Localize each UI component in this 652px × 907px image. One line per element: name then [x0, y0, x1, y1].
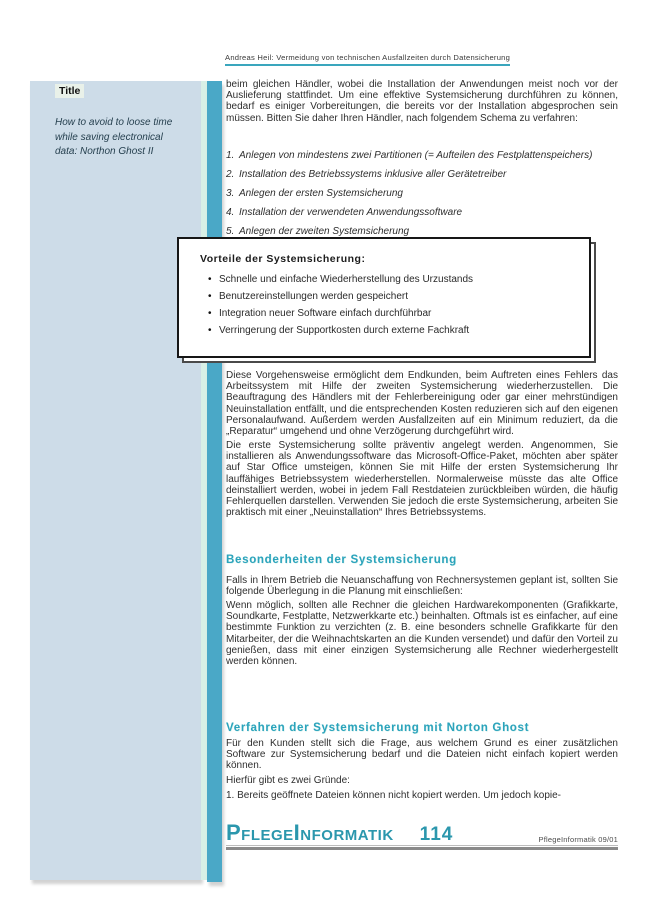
body-paragraph: Die erste Systemsicherung sollte präventiv angelegt werden. Angenommen, Sie installieren als Anwendungssoftware das Microsoft-Office-Paket, möchten aber später auf Star Office umsteigen, können Sie mit Hilfe der ersten Systemsicherung Ihr lauffähiges Betriebssystem wiederherstellen. Normalerweise müsste das alte Office deinstalliert werden, wobei in jedem Fall Restdateien zurückbleiben würden, die häufig Fehlerquellen darstellen. Verwenden Sie jedoch die erste Systemsicherung, arbeiten Sie praktisch mit einer „Neuinstallation“ Ihres Betriebssystems.: [226, 440, 618, 519]
step-item-4: [226, 203, 618, 222]
benefit-text: Benutzereinstellungen werden gespeichert: [219, 291, 409, 302]
body-paragraph: Wenn möglich, sollten alle Rechner die gleichen Hardwarekomponenten (Grafikkarte, Soundkarte, Festplatte, Netzwerkkarte etc.) beinhalten. Oftmals ist es einfacher, auf eine bestimmte Funktion zu verzichten (z. B. eine besonders schnelle Grafikkarte für den Mitarbeiter, der die Weihnachtskarten an die Kunden versendet) und dafür den Vorteil zu genießen, dass mit einer einzigen Systemsicherung alle Rechner wiederhergestellt werden können.: [226, 600, 618, 668]
benefits-box: [177, 237, 591, 358]
body-paragraph: Falls in Ihrem Betrieb die Neuanschaffung von Rechnersystemen geplant ist, sollten Sie folgende Überlegung in die Planung mit einschließen:: [226, 575, 618, 598]
benefit-item-1: [208, 271, 589, 288]
title-line-1: How to avoid to loose time: [55, 117, 173, 128]
step-number: 2.: [226, 169, 235, 180]
step-text: Anlegen von mindestens zwei Partitionen (= Aufteilen des Festplattenspeichers): [239, 150, 593, 161]
intro-paragraph: beim gleichen Händler, wobei die Installation der Anwendungen meist noch vor der Auslieferung stattfindet. Um eine effektive Systemsicherung durchführen zu können, bedarf es einiger Vorbereitungen, die bereits vor der Installation abgesprochen sein müssen. Bitten Sie daher Ihren Händler, nach folgendem Schema zu verfahren:: [226, 79, 618, 124]
step-item-3: [226, 184, 618, 203]
step-number: 3.: [226, 188, 235, 199]
body-paragraph: Hierfür gibt es zwei Gründe:: [226, 775, 350, 786]
steps-list: [226, 146, 618, 241]
sidebar-panel: [30, 81, 201, 880]
journal-logo: PflegeInformatik: [226, 820, 394, 845]
benefit-text: Integration neuer Software einfach durchführbar: [219, 308, 432, 319]
page-number: 114: [419, 824, 454, 845]
step-item-2: [226, 165, 618, 184]
benefit-item-2: [208, 288, 589, 305]
step-number: 1.: [226, 150, 235, 161]
title-label: Title: [55, 84, 84, 98]
sidebar-accent-bar: [207, 81, 222, 882]
benefits-title: Vorteile der Systemsicherung:: [200, 253, 366, 265]
benefits-list: [179, 271, 589, 339]
bullet-icon: •: [208, 325, 212, 336]
step-text: Anlegen der zweiten Systemsicherung: [239, 226, 410, 237]
issue-label: PflegeInformatik 09/01: [538, 835, 618, 844]
bullet-icon: •: [208, 291, 212, 302]
body-paragraph: Diese Vorgehensweise ermöglicht dem Endkunden, beim Auftreten eines Fehlers das Arbeitssystem mit Hilfe der zweiten Systemsicherung wiederherzustellen. Die Beauftragung des Händlers mit der Fehlerbereinigung oder gar einer mehrstündigen Neuinstallation entfällt, und die entsprechenden Kosten reduzieren sich auf den eigenen Personalaufwand. Außerdem werden Ausfallzeiten auf ein Minimum reduziert, da die „Reparatur“ umgehend und ohne Verzögerung durchgeführt wird.: [226, 370, 618, 438]
step-item-1: [226, 146, 618, 165]
bullet-icon: •: [208, 274, 212, 285]
step-number: 4.: [226, 207, 235, 218]
title-line-2: while saving electronical: [55, 131, 163, 143]
section-heading-besonderheiten: Besonderheiten der Systemsicherung: [226, 554, 457, 566]
step-number: 5.: [226, 226, 235, 237]
step-text: Installation des Betriebssystems inklusive aller Gerätetreiber: [239, 169, 507, 180]
body-paragraph: Für den Kunden stellt sich die Frage, aus welchem Grund es einer zusätzlichen Software zur Systemsicherung bedarf und die Dateien nicht einfach kopiert werden können.: [226, 738, 618, 772]
section-heading-verfahren: Verfahren der Systemsicherung mit Norton Ghost: [226, 722, 530, 734]
article-english-title: [55, 116, 185, 160]
footer-rule: [226, 845, 618, 850]
step-text: Anlegen der ersten Systemsicherung: [239, 188, 403, 199]
step-text: Installation der verwendeten Anwendungssoftware: [239, 207, 463, 218]
benefit-item-4: [208, 322, 589, 339]
running-header: Andreas Heil: Vermeidung von technischen Ausfallzeiten durch Datensicherung: [225, 53, 510, 66]
benefit-text: Verringerung der Supportkosten durch externe Fachkraft: [219, 325, 470, 336]
benefit-item-3: [208, 305, 589, 322]
benefit-text: Schnelle und einfache Wiederherstellung des Urzustands: [219, 274, 474, 285]
body-paragraph: 1. Bereits geöffnete Dateien können nicht kopiert werden. Um jedoch kopie-: [226, 790, 562, 801]
title-line-3: data: Northon Ghost II: [55, 146, 154, 157]
bullet-icon: •: [208, 308, 212, 319]
